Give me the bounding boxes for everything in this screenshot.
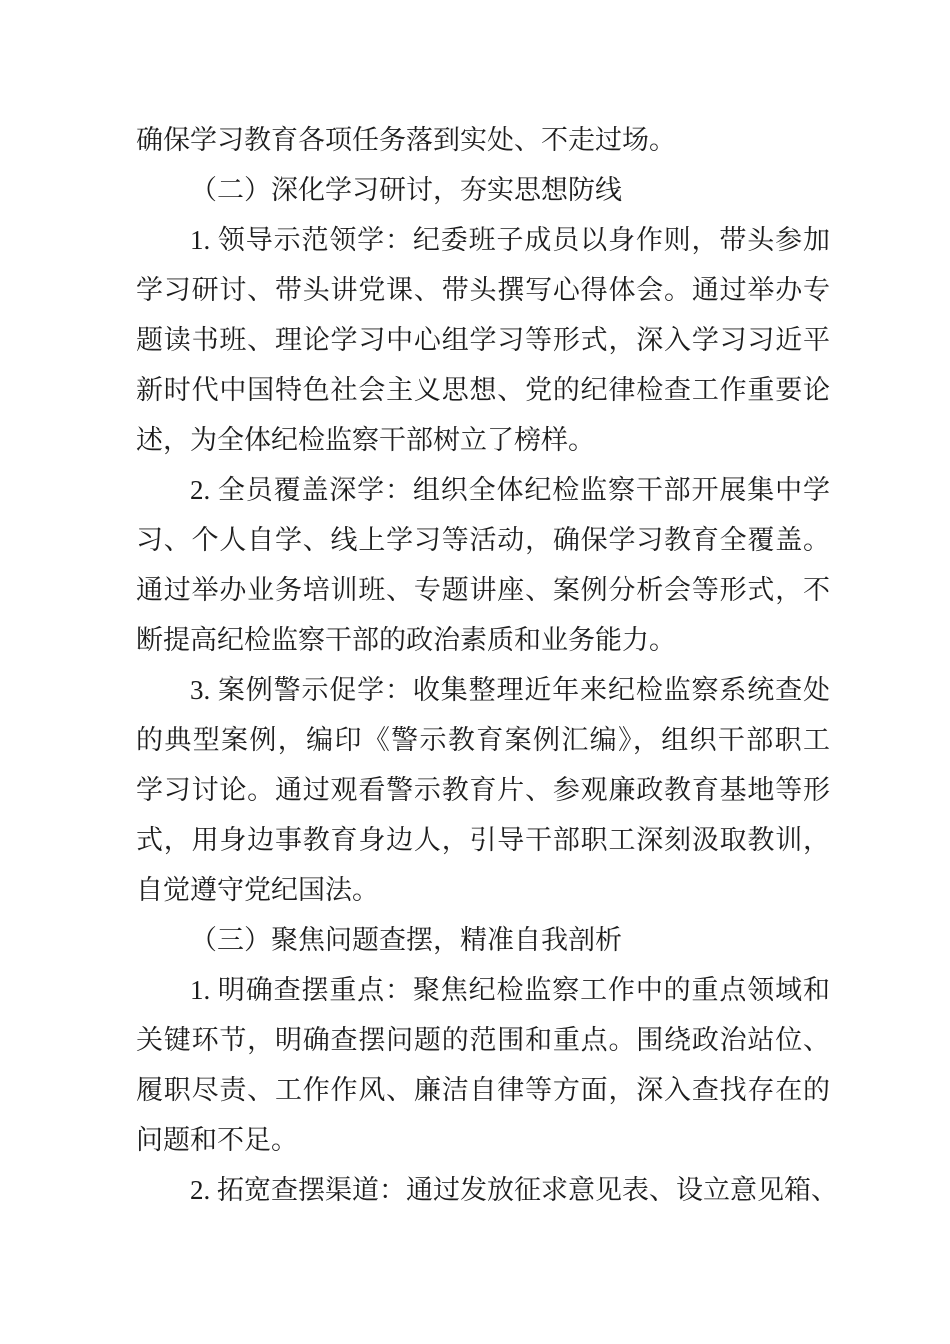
text-line: 通过举办业务培训班、专题讲座、案例分析会等形式，不 xyxy=(136,575,830,605)
text-line: 式，用身边事教育身边人，引导干部职工深刻汲取教训， xyxy=(136,825,830,855)
text-line: 题读书班、理论学习中心组学习等形式，深入学习习近平 xyxy=(136,325,830,355)
text-line: 学习研讨、带头讲党课、带头撰写心得体会。通过举办专 xyxy=(136,275,830,305)
text-line: 学习讨论。通过观看警示教育片、参观廉政教育基地等形 xyxy=(136,775,830,805)
text-line: （二）深化学习研讨，夯实思想防线 xyxy=(190,175,622,205)
text-line: 关键环节，明确查摆问题的范围和重点。围绕政治站位、 xyxy=(136,1025,830,1055)
text-line: 2. 全员覆盖深学：组织全体纪检监察干部开展集中学 xyxy=(190,475,830,505)
text-line: 的典型案例，编印《警示教育案例汇编》，组织干部职工 xyxy=(136,725,830,755)
text-line: 履职尽责、工作作风、廉洁自律等方面，深入查找存在的 xyxy=(136,1075,830,1105)
text-line: 2. 拓宽查摆渠道：通过发放征求意见表、设立意见箱、 xyxy=(190,1175,838,1205)
text-line: 1. 明确查摆重点：聚焦纪检监察工作中的重点领域和 xyxy=(190,975,830,1005)
document-text-block xyxy=(136,115,838,1215)
text-line: （三）聚焦问题查摆，精准自我剖析 xyxy=(190,925,622,955)
text-line: 新时代中国特色社会主义思想、党的纪律检查工作重要论 xyxy=(136,375,830,405)
text-line: 问题和不足。 xyxy=(136,1125,298,1155)
text-line: 习、个人自学、线上学习等活动，确保学习教育全覆盖。 xyxy=(136,525,830,555)
text-line: 1. 领导示范领学：纪委班子成员以身作则，带头参加 xyxy=(190,225,830,255)
text-line: 确保学习教育各项任务落到实处、不走过场。 xyxy=(136,125,676,155)
text-line: 述，为全体纪检监察干部树立了榜样。 xyxy=(136,425,595,455)
text-line: 3. 案例警示促学：收集整理近年来纪检监察系统查处 xyxy=(190,675,830,705)
text-line: 断提高纪检监察干部的政治素质和业务能力。 xyxy=(136,625,676,655)
text-line: 自觉遵守党纪国法。 xyxy=(136,875,379,905)
